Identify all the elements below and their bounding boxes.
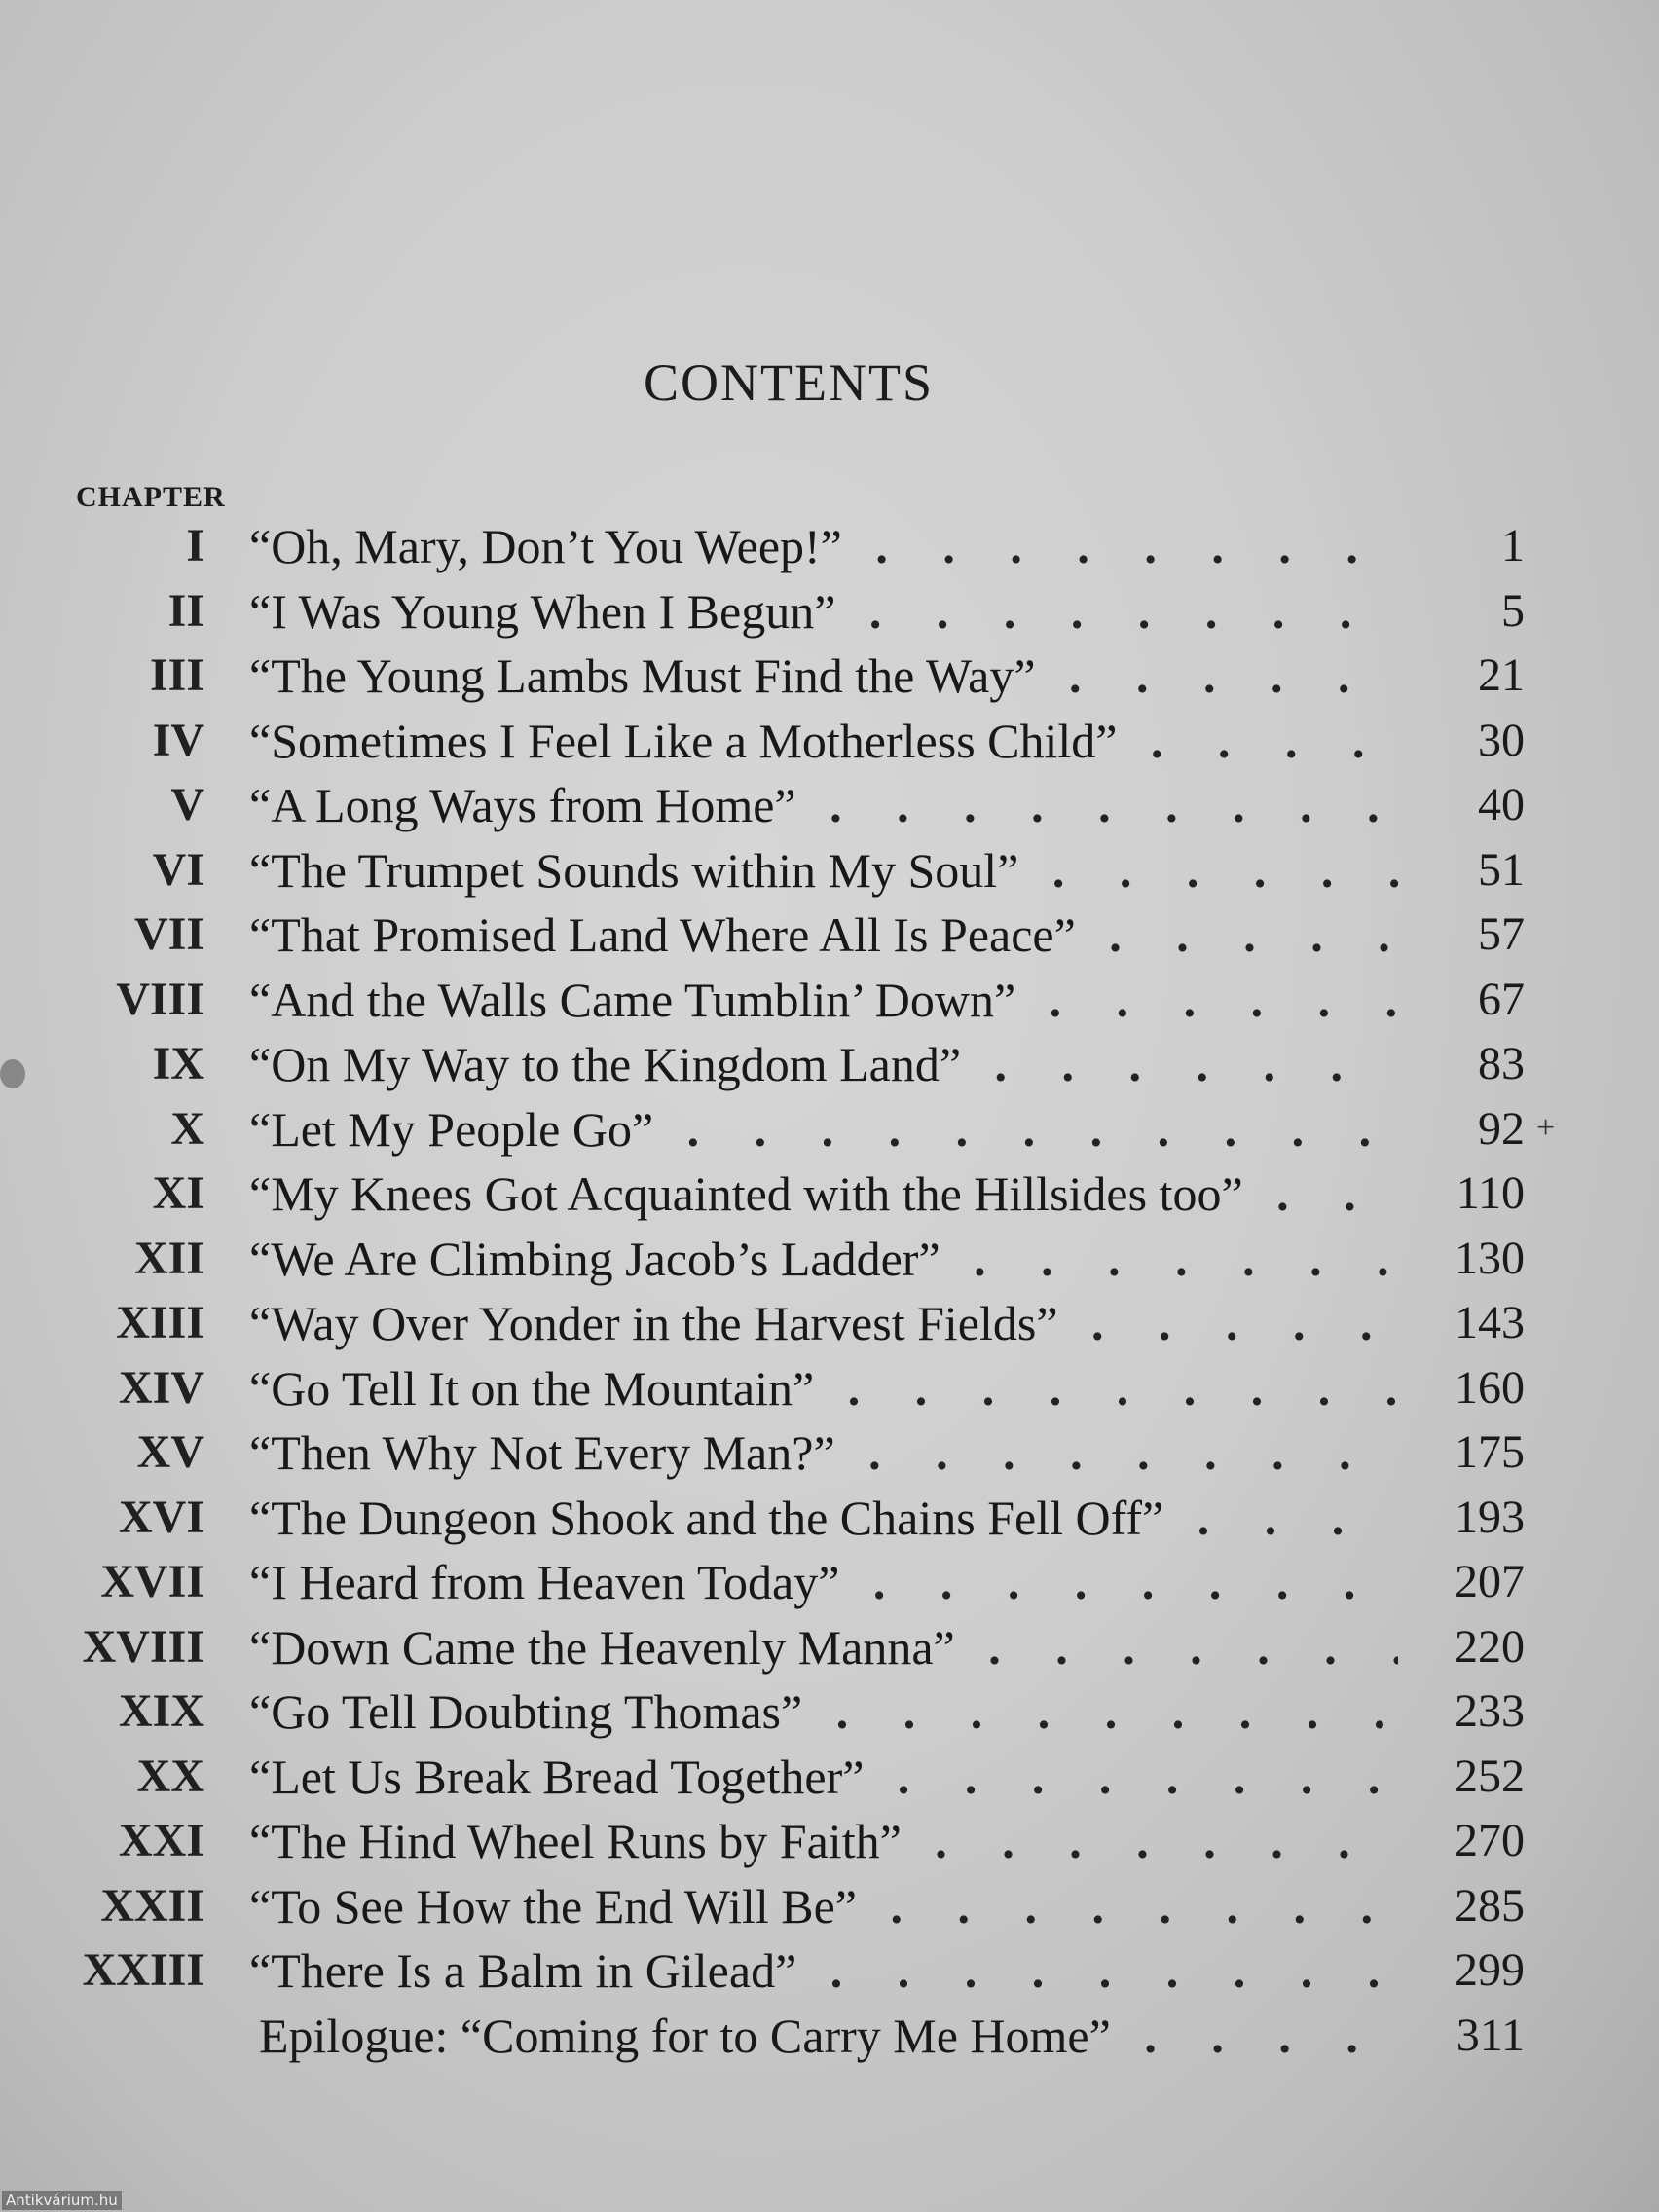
chapter-title: “The Trumpet Sounds within My Soul” . . . <box>249 838 1398 903</box>
chapter-number: XIII <box>116 1297 204 1348</box>
page-number: 193 <box>1455 1491 1525 1543</box>
chapter-title: “Way Over Yonder in the Harvest Fields” . . . <box>249 1291 1398 1355</box>
chapter-number: XV <box>136 1426 204 1478</box>
page-number: 67 <box>1478 973 1525 1025</box>
chapter-title: “On My Way to the Kingdom Land” . . . <box>249 1032 1398 1096</box>
chapter-number: IV <box>152 714 204 766</box>
toc-entry-15 <box>0 1420 1659 1486</box>
toc-entry-22 <box>0 1874 1659 1939</box>
page-number: 299 <box>1455 1944 1525 1996</box>
toc-entry-6 <box>0 838 1659 903</box>
page-number: 110 <box>1456 1167 1525 1219</box>
chapter-number: XII <box>133 1232 204 1284</box>
chapter-number: XXIII <box>82 1944 204 1996</box>
toc-entry-epilogue <box>0 2004 1659 2069</box>
page-number: 57 <box>1478 908 1525 960</box>
chapter-title: “Let My People Go” . . . <box>249 1097 1398 1161</box>
chapter-number: X <box>170 1102 204 1155</box>
page-number: 143 <box>1455 1297 1525 1348</box>
chapter-title: “And the Walls Came Tumblin’ Down” . . . <box>249 968 1398 1032</box>
chapter-title: “Then Why Not Every Man?” . . . <box>249 1420 1398 1485</box>
chapter-number: V <box>170 779 204 830</box>
toc-entry-3 <box>0 644 1659 709</box>
chapter-title: “There Is a Balm in Gilead” . . . <box>249 1938 1398 2003</box>
page-number: 233 <box>1455 1685 1525 1737</box>
chapter-number: VIII <box>116 973 204 1025</box>
chapter-title: “Let Us Break Bread Together” . . . <box>249 1745 1398 1809</box>
chapter-number: XIV <box>118 1361 204 1414</box>
chapter-title: “A Long Ways from Home” . . . <box>249 773 1398 837</box>
chapter-number: VII <box>133 908 204 960</box>
chapter-number: IX <box>152 1038 204 1089</box>
chapter-title: “Oh, Mary, Don’t You Weep!” . . . <box>249 514 1398 578</box>
chapter-number: I <box>186 520 204 571</box>
page-number: 92 <box>1478 1102 1525 1155</box>
page-number: 1 <box>1501 520 1525 571</box>
page-number: 5 <box>1501 584 1525 637</box>
chapter-title: “Down Came the Heavenly Manna” . . . <box>249 1615 1398 1679</box>
chapter-number: XVIII <box>82 1620 204 1673</box>
toc-entry-13 <box>0 1291 1659 1356</box>
chapter-number: XX <box>136 1750 204 1802</box>
page-number: 130 <box>1455 1232 1525 1284</box>
chapter-title: “We Are Climbing Jacob’s Ladder” . . . <box>249 1227 1398 1291</box>
epilogue-title: Epilogue: “Coming for to Carry Me Home” . . . <box>259 2004 1398 2068</box>
toc-entry-8 <box>0 968 1659 1033</box>
chapter-title: “Go Tell Doubting Thomas” . . . <box>249 1679 1398 1744</box>
toc-entry-11 <box>0 1161 1659 1227</box>
chapter-number: XXI <box>118 1815 204 1866</box>
chapter-number: II <box>167 584 204 637</box>
chapter-title: “Go Tell It on the Mountain” . . . <box>249 1356 1398 1420</box>
toc-entry-12 <box>0 1227 1659 1292</box>
watermark-text: Antikvárium.hu <box>2 2191 122 2210</box>
page-number: 83 <box>1478 1038 1525 1089</box>
toc-entry-14 <box>0 1356 1659 1421</box>
page-number: 285 <box>1455 1879 1525 1932</box>
toc-entry-21 <box>0 1809 1659 1874</box>
chapter-title: “To See How the End Will Be” . . . <box>249 1874 1398 1938</box>
page-number: 40 <box>1478 779 1525 830</box>
chapter-title: “The Hind Wheel Runs by Faith” . . . <box>249 1809 1398 1873</box>
chapter-column-heading: CHAPTER <box>76 481 226 513</box>
page-number: 220 <box>1455 1620 1525 1673</box>
toc-entry-7 <box>0 903 1659 968</box>
page-number: 30 <box>1478 714 1525 766</box>
chapter-number: XXII <box>100 1879 204 1932</box>
toc-entry-23 <box>0 1938 1659 2004</box>
chapter-title: “Sometimes I Feel Like a Motherless Child” . . . <box>249 709 1398 773</box>
chapter-number: XIX <box>118 1685 204 1737</box>
chapter-title: “I Heard from Heaven Today” . . . <box>249 1550 1398 1614</box>
chapter-number: XVII <box>100 1556 204 1607</box>
toc-entry-5 <box>0 773 1659 838</box>
table-of-contents <box>0 514 1659 2068</box>
page-number: 270 <box>1455 1815 1525 1866</box>
chapter-title: “My Knees Got Acquainted with the Hillsides too” . . . <box>249 1161 1398 1226</box>
toc-entry-20 <box>0 1745 1659 1810</box>
toc-entry-17 <box>0 1550 1659 1615</box>
toc-entry-9 <box>0 1032 1659 1097</box>
toc-entry-16 <box>0 1486 1659 1551</box>
chapter-title: “The Young Lambs Must Find the Way” . . . <box>249 644 1398 708</box>
toc-entry-2 <box>0 579 1659 645</box>
chapter-number: XVI <box>118 1491 204 1543</box>
toc-entry-10 <box>0 1097 1659 1162</box>
margin-plus-mark: + <box>1536 1110 1556 1146</box>
page-number: 252 <box>1455 1750 1525 1802</box>
chapter-title: “That Promised Land Where All Is Peace” . . . <box>249 903 1398 967</box>
chapter-title: “The Dungeon Shook and the Chains Fell Off” . . . <box>249 1486 1398 1550</box>
chapter-number: VI <box>152 843 204 896</box>
page-number: 207 <box>1455 1556 1525 1607</box>
toc-entry-19 <box>0 1679 1659 1745</box>
toc-entry-1 <box>0 514 1659 579</box>
toc-entry-18 <box>0 1615 1659 1680</box>
page-title: CONTENTS <box>644 353 934 412</box>
chapter-number: XI <box>152 1167 204 1219</box>
page-number: 51 <box>1478 843 1525 896</box>
page-number: 175 <box>1455 1426 1525 1478</box>
chapter-number: III <box>149 649 204 701</box>
page-number: 21 <box>1478 649 1525 701</box>
page-number: 311 <box>1456 2009 1525 2061</box>
toc-entry-4 <box>0 709 1659 774</box>
chapter-title: “I Was Young When I Begun” . . . <box>249 579 1398 644</box>
page-number: 160 <box>1455 1361 1525 1414</box>
